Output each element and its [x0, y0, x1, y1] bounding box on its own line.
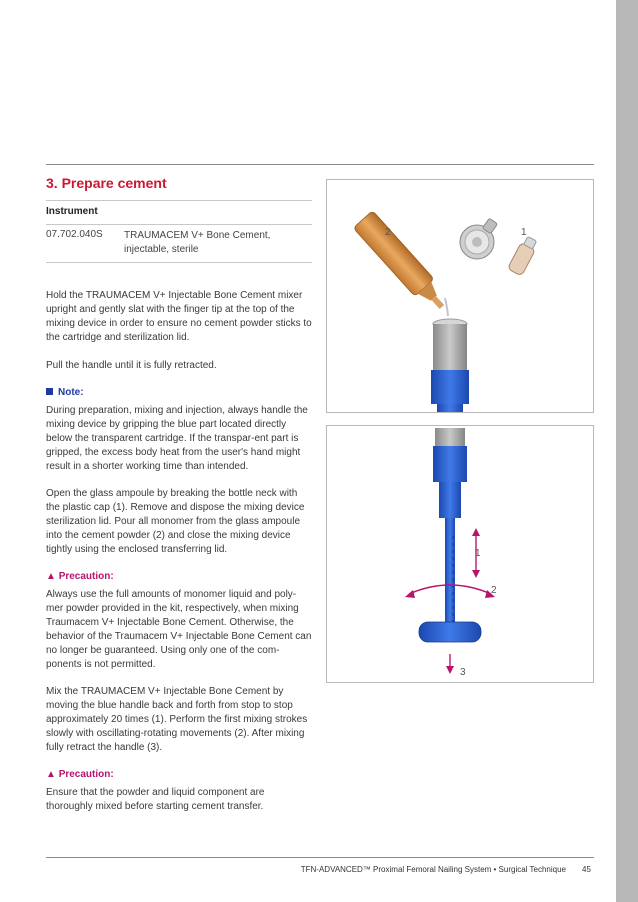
instruction-paragraph-2: Pull the handle until it is fully retracted. — [46, 360, 217, 371]
figure2-label-1: 1 — [475, 548, 481, 559]
precaution-label-2: Precaution: — [58, 769, 114, 780]
note-label: Note: — [58, 387, 84, 398]
precaution-heading-2 — [46, 769, 312, 780]
section-top-rule — [46, 164, 594, 165]
instrument-header: Instrument — [46, 206, 98, 217]
section-title: 3. Prepare cement — [46, 175, 167, 191]
figure1-label-2: 2 — [385, 227, 391, 238]
figure2-label-3: 3 — [460, 667, 466, 678]
instrument-header-rule — [46, 224, 312, 225]
note-square-icon — [46, 388, 53, 395]
figure1-label-1: 1 — [521, 227, 527, 238]
page-number: 45 — [582, 865, 591, 874]
instrument-table-top-rule — [46, 200, 312, 201]
precaution-label-1: Precaution: — [58, 571, 114, 582]
instruction-paragraph-4: Mix the TRAUMACEM V+ Injectable Bone Cement by moving the blue handle back and forth from stop to stop approximately 20 times (1). Perform the first mixing strokes slowly with oscillating-rotating movements (2). After mixing fully retract the handle (3). — [46, 686, 308, 753]
ampoule-illustration — [327, 180, 593, 412]
warning-triangle-icon: ▲ — [46, 571, 56, 582]
page-edge-band — [616, 0, 638, 902]
mixer-illustration — [327, 426, 593, 682]
note-heading — [46, 387, 312, 398]
figure-ampoule-pouring — [326, 179, 594, 413]
precaution-heading-1 — [46, 571, 312, 582]
instrument-description: TRAUMACEM V+ Bone Cement, injectable, sterile — [124, 230, 271, 255]
footer-rule — [46, 857, 594, 858]
instruction-paragraph-3: Open the glass ampoule by breaking the bottle neck with the plastic cap (1). Remove and dispose the mixing device sterilization lid. Pour all monomer from the glass ampoule into the cement powder (2) and close the mixing device tightly using the enclosed transferring lid. — [46, 488, 305, 555]
instrument-bottom-rule — [46, 262, 312, 263]
figure-mixing-motion — [326, 425, 594, 683]
instruction-paragraph-1: Hold the TRAUMACEM V+ Injectable Bone Cement mixer upright and gently slat with the finger tip at the top of the mixing device in order to ensure no cement powder sticks to the cartridge and sterilization lid. — [46, 290, 312, 343]
note-text: During preparation, mixing and injection, always handle the mixing device by gripping the blue part located directly below the transparent cartridge. If the transpar-ent part is gripped, the excess body heat from the user's hand might result in a shorter working time than intended. — [46, 405, 308, 472]
warning-triangle-icon: ▲ — [46, 769, 56, 780]
precaution-text-2: Ensure that the powder and liquid component are thoroughly mixed before starting cement transfer. — [46, 787, 265, 812]
figure2-label-2: 2 — [491, 585, 497, 596]
precaution-text-1: Always use the full amounts of monomer liquid and poly-mer powder provided in the kit, respectively, when mixing Traumacem V+ Injectable Bone Cement. Otherwise, the behavior of the Traumacem V+ Injectable Bone Cement can no longer be guaranteed. Using only one of the com-ponents is not permitted. — [46, 589, 312, 670]
instrument-code: 07.702.040S — [46, 229, 103, 240]
footer-title: TFN-ADVANCED™ Proximal Femoral Nailing System • Surgical Technique — [300, 865, 566, 874]
